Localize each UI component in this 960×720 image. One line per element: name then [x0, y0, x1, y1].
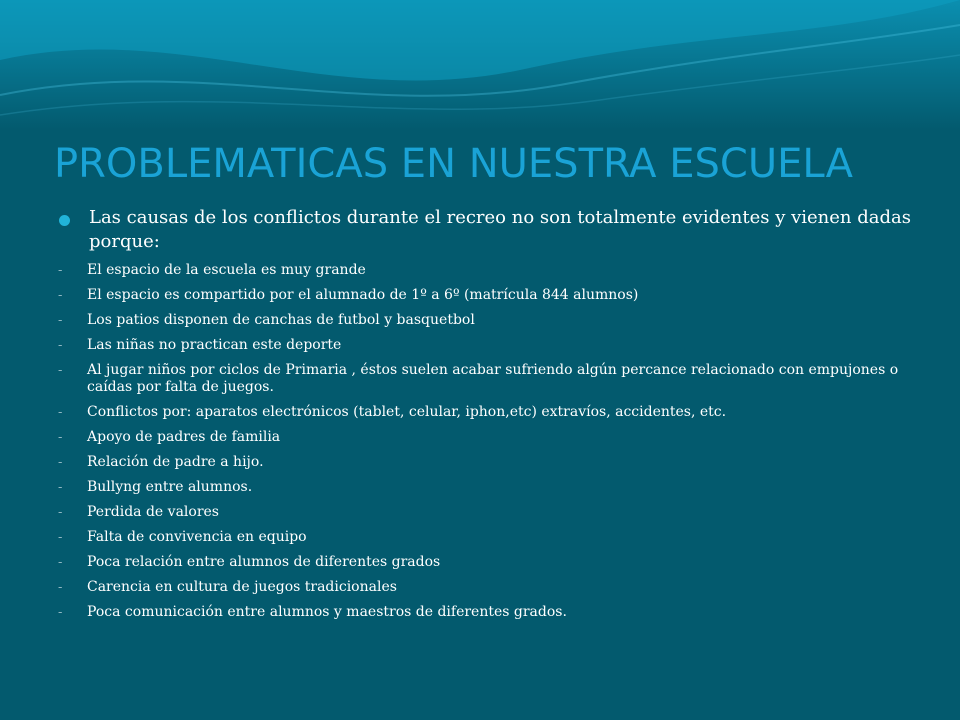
dash-bullet-icon: -	[58, 555, 63, 570]
main-bullet-text: Las causas de los conflictos durante el recreo no son totalmente evidentes y vienen dadas porque:	[89, 207, 911, 252]
dash-bullet-icon: -	[58, 405, 63, 420]
dash-bullet-icon: -	[58, 605, 63, 620]
dash-bullet-icon: -	[58, 480, 63, 495]
dash-bullet-icon: -	[58, 580, 63, 595]
dash-bullet-icon: -	[58, 430, 63, 445]
dash-bullet-icon: -	[58, 313, 63, 328]
dash-bullet-icon: -	[58, 338, 63, 353]
list-item: - Apoyo de padres de familia	[58, 429, 281, 445]
list-item: - El espacio de la escuela es muy grande	[58, 262, 366, 278]
dash-bullet-icon: -	[58, 263, 63, 278]
list-item: - Conflictos por: aparatos electrónicos (tablet, celular, iphon,etc) extravíos, accidentes, etc.	[58, 404, 727, 420]
dash-bullet-icon: -	[58, 363, 63, 378]
list-item: - Al jugar niños por ciclos de Primaria , éstos suelen acabar sufriendo algún percance relacionado con empujones o caídas por falta de juegos.	[58, 362, 899, 395]
list-item: - Las niñas no practican este deporte	[58, 337, 342, 353]
list-item: - Los patios disponen de canchas de futbol y basquetbol	[58, 312, 475, 328]
bullet-dot-icon	[59, 215, 70, 226]
list-item: - El espacio es compartido por el alumnado de 1º a 6º (matrícula 844 alumnos)	[58, 287, 639, 303]
list-item: - Falta de convivencia en equipo	[58, 529, 307, 545]
list-item: - Carencia en cultura de juegos tradicionales	[58, 579, 397, 595]
sub-bullet-list	[58, 262, 918, 621]
dash-bullet-icon: -	[58, 455, 63, 470]
list-item: - Bullyng entre alumnos.	[58, 479, 253, 495]
dash-bullet-icon: -	[58, 530, 63, 545]
slide-title: PROBLEMATICAS EN NUESTRA ESCUELA	[54, 141, 853, 187]
list-item: - Perdida de valores	[58, 504, 219, 520]
dash-bullet-icon: -	[58, 288, 63, 303]
main-bullet-item	[58, 206, 918, 254]
list-item: - Poca relación entre alumnos de diferentes grados	[58, 554, 441, 570]
slide-body	[58, 206, 918, 629]
wave-header-decoration	[0, 0, 960, 130]
list-item: - Poca comunicación entre alumnos y maestros de diferentes grados.	[58, 604, 567, 620]
list-item: - Relación de padre a hijo.	[58, 454, 264, 470]
dash-bullet-icon: -	[58, 505, 63, 520]
